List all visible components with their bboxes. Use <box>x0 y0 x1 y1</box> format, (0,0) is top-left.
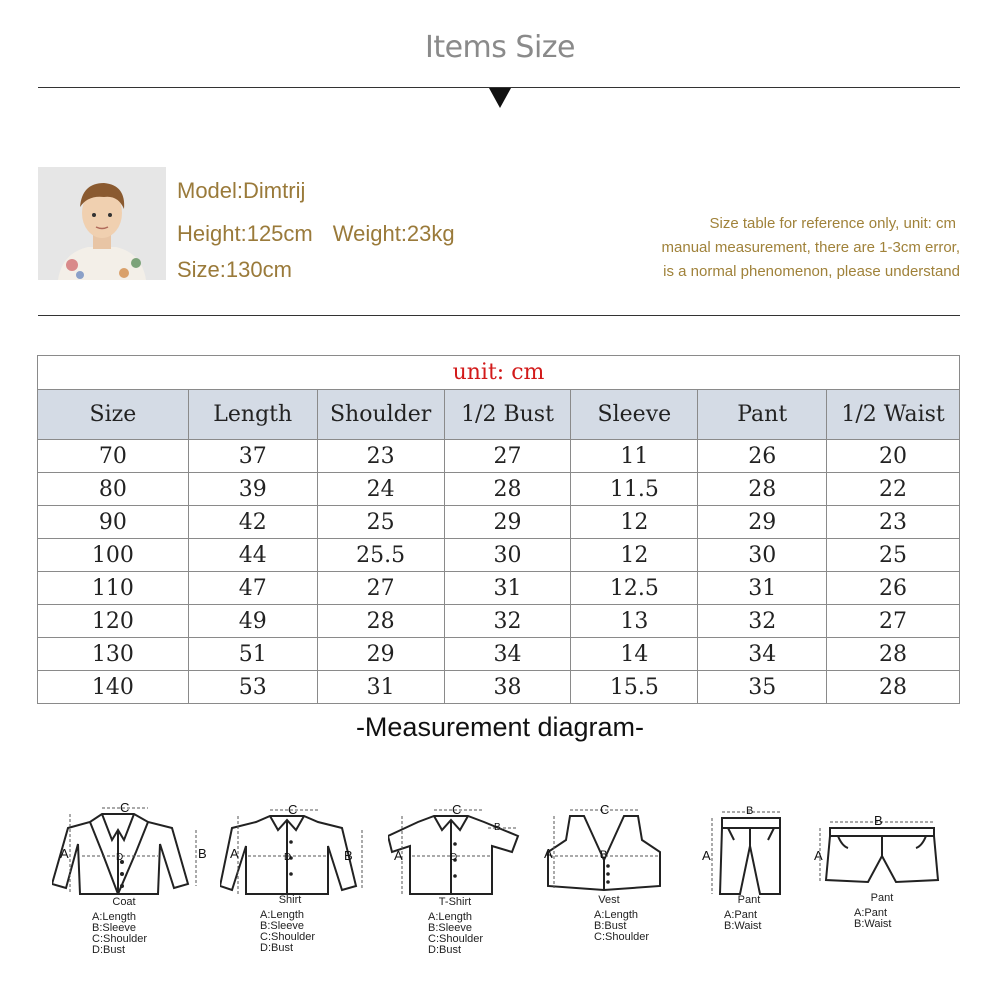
table-cell: 38 <box>444 671 571 704</box>
table-cell: 11 <box>571 440 698 473</box>
table-cell: 34 <box>698 638 827 671</box>
table-row <box>38 671 960 704</box>
table-row <box>38 440 960 473</box>
column-header: Pant <box>698 390 827 440</box>
table-cell: 23 <box>827 506 960 539</box>
column-header: Size <box>38 390 189 440</box>
table-cell: 28 <box>827 671 960 704</box>
pant-short-diagram <box>812 800 942 980</box>
table-cell: 27 <box>827 605 960 638</box>
table-cell: 80 <box>38 473 189 506</box>
t-shirt-diagram <box>388 800 528 980</box>
table-cell: 51 <box>188 638 317 671</box>
table-cell: 14 <box>571 638 698 671</box>
model-height: Height:125cm <box>177 221 313 246</box>
table-cell: 47 <box>188 572 317 605</box>
column-header: Shoulder <box>317 390 444 440</box>
table-cell: 30 <box>444 539 571 572</box>
table-cell: 28 <box>444 473 571 506</box>
table-cell: 22 <box>827 473 960 506</box>
column-header: 1/2 Bust <box>444 390 571 440</box>
garment-legend: A:Length B:Sleeve C:Shoulder D:Bust <box>260 909 316 954</box>
size-table <box>37 355 960 704</box>
table-cell: 30 <box>698 539 827 572</box>
table-cell: 31 <box>444 572 571 605</box>
table-cell: 37 <box>188 440 317 473</box>
model-photo <box>38 167 166 280</box>
marker-d: D <box>116 852 124 863</box>
table-cell: 35 <box>698 671 827 704</box>
table-cell: 29 <box>317 638 444 671</box>
table-row <box>38 473 960 506</box>
table-cell: 110 <box>38 572 189 605</box>
coat-diagram <box>52 800 208 980</box>
table-cell: 31 <box>317 671 444 704</box>
marker-d: D <box>284 852 292 863</box>
arrow-down-icon <box>489 88 511 108</box>
table-cell: 27 <box>444 440 571 473</box>
garment-legend: A:Length B:Sleeve C:Shoulder D:Bust <box>428 911 484 956</box>
marker-d: D <box>450 852 458 863</box>
marker-b: B <box>600 849 608 861</box>
garment-name: Coat <box>112 896 136 908</box>
table-cell: 12.5 <box>571 572 698 605</box>
marker-a: A <box>814 848 823 863</box>
table-cell: 26 <box>827 572 960 605</box>
garment-legend: A:Length B:Bust C:Shoulder <box>594 909 650 943</box>
table-cell: 20 <box>827 440 960 473</box>
table-cell: 12 <box>571 506 698 539</box>
marker-a: A <box>60 846 69 861</box>
table-cell: 32 <box>444 605 571 638</box>
marker-b: B <box>874 813 883 828</box>
marker-a: A <box>544 846 553 861</box>
table-cell: 12 <box>571 539 698 572</box>
table-cell: 25 <box>827 539 960 572</box>
marker-b: B <box>746 805 754 817</box>
note-line-2: manual measurement, there are 1-3cm error, <box>661 239 960 256</box>
table-cell: 28 <box>698 473 827 506</box>
vest-diagram <box>540 800 670 980</box>
table-cell: 23 <box>317 440 444 473</box>
model-measurements <box>177 221 455 247</box>
garment-legend: A:Length B:Sleeve C:Shoulder D:Bust <box>92 911 148 956</box>
unit-label: unit: cm <box>38 356 960 390</box>
table-cell: 27 <box>317 572 444 605</box>
pant-long-diagram <box>690 800 800 980</box>
table-cell: 140 <box>38 671 189 704</box>
table-cell: 29 <box>444 506 571 539</box>
garment-legend: A:Pant B:Waist <box>724 909 762 932</box>
table-row <box>38 605 960 638</box>
table-cell: 70 <box>38 440 189 473</box>
table-cell: 26 <box>698 440 827 473</box>
column-header: Length <box>188 390 317 440</box>
marker-a: A <box>230 846 239 861</box>
column-header: Sleeve <box>571 390 698 440</box>
table-cell: 100 <box>38 539 189 572</box>
garment-name: Vest <box>598 894 620 906</box>
table-cell: 49 <box>188 605 317 638</box>
model-size: Size:130cm <box>177 257 292 282</box>
table-row <box>38 638 960 671</box>
table-cell: 25 <box>317 506 444 539</box>
table-cell: 15.5 <box>571 671 698 704</box>
table-cell: 25.5 <box>317 539 444 572</box>
note-line-3: is a normal phenomenon, please understand <box>663 263 960 280</box>
marker-c: C <box>452 802 462 817</box>
marker-b: B <box>198 846 207 861</box>
table-cell: 34 <box>444 638 571 671</box>
table-cell: 28 <box>827 638 960 671</box>
table-cell: 42 <box>188 506 317 539</box>
marker-c: C <box>288 802 298 817</box>
garment-name: Pant <box>737 894 761 906</box>
table-cell: 130 <box>38 638 189 671</box>
marker-b: B <box>344 848 353 863</box>
unit-row <box>38 356 960 390</box>
garment-name: T-Shirt <box>438 896 472 908</box>
note-line-1: Size table for reference only, unit: cm <box>709 215 956 232</box>
table-row <box>38 506 960 539</box>
table-cell: 28 <box>317 605 444 638</box>
table-cell: 44 <box>188 539 317 572</box>
table-cell: 32 <box>698 605 827 638</box>
garment-name: Shirt <box>278 894 302 906</box>
model-name: Model:Dimtrij <box>177 178 306 203</box>
table-cell: 120 <box>38 605 189 638</box>
model-weight: Weight:23kg <box>332 221 455 246</box>
table-cell: 13 <box>571 605 698 638</box>
table-cell: 11.5 <box>571 473 698 506</box>
table-cell: 39 <box>188 473 317 506</box>
table-row <box>38 539 960 572</box>
table-cell: 31 <box>698 572 827 605</box>
table-cell: 24 <box>317 473 444 506</box>
marker-a: A <box>702 848 711 863</box>
table-cell: 53 <box>188 671 317 704</box>
table-row <box>38 572 960 605</box>
marker-b: B <box>494 822 501 833</box>
table-header-row <box>38 390 960 440</box>
table-cell: 29 <box>698 506 827 539</box>
shirt-diagram <box>220 800 370 980</box>
column-header: 1/2 Waist <box>827 390 960 440</box>
page-title: Items Size <box>424 30 576 65</box>
garment-name: Pant <box>870 892 894 904</box>
marker-a: A <box>394 848 403 863</box>
table-cell: 90 <box>38 506 189 539</box>
diagram-title: -Measurement diagram- <box>355 712 645 742</box>
marker-c: C <box>600 802 610 817</box>
garment-legend: A:Pant B:Waist <box>854 907 892 930</box>
middle-divider <box>38 315 960 316</box>
marker-c: C <box>120 800 130 815</box>
